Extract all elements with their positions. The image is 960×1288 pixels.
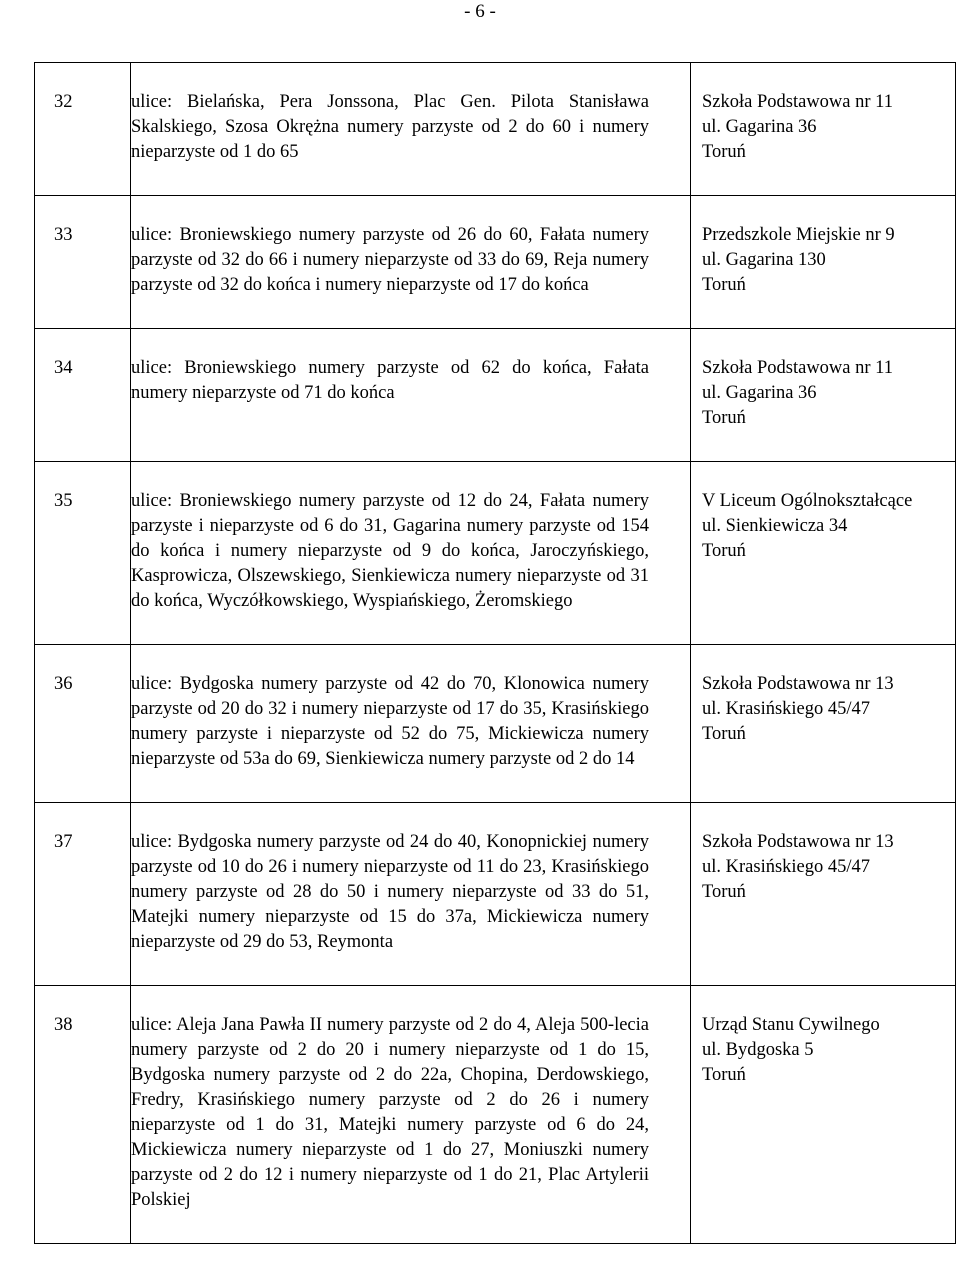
- school-city: Toruń: [702, 1065, 746, 1085]
- school-city: Toruń: [702, 882, 746, 902]
- streets-text: ulice: Broniewskiego numery parzyste od 26 do 60, Fałata numery parzyste od 32 do 66 i numery nieparzyste od 33 do 69, Reja numery parzyste od 32 do końca i numery nieparzyste od 17 do końca: [131, 225, 649, 295]
- school-cell: [691, 803, 956, 986]
- school-city: Toruń: [702, 142, 746, 162]
- school-address: ul. Krasińskiego 45/47: [702, 857, 871, 877]
- school-name: Szkoła Podstawowa nr 11: [702, 92, 893, 112]
- streets-cell: [131, 462, 691, 645]
- school-address: ul. Gagarina 36: [702, 117, 817, 137]
- table-row: [35, 645, 956, 803]
- table-row: [35, 63, 956, 196]
- streets-cell: [131, 63, 691, 196]
- district-number: 36: [35, 645, 131, 803]
- districts-table: [34, 62, 956, 1244]
- school-cell: [691, 196, 956, 329]
- streets-cell: [131, 645, 691, 803]
- streets-text: ulice: Broniewskiego numery parzyste od 62 do końca, Fałata numery nieparzyste od 71 do końca: [131, 358, 649, 403]
- streets-cell: [131, 803, 691, 986]
- table-row: [35, 329, 956, 462]
- streets-text: ulice: Bydgoska numery parzyste od 42 do 70, Klonowica numery parzyste od 20 do 32 i numery nieparzyste od 17 do 35, Krasińskiego numery parzyste i nieparzyste od 52 do 75, Mickiewicza numery nieparzyste od 53a do 69, Sienkiewicza numery parzyste od 2 do 14: [131, 674, 649, 769]
- school-address: ul. Bydgoska 5: [702, 1040, 814, 1060]
- school-name: Szkoła Podstawowa nr 13: [702, 674, 894, 694]
- district-number: 38: [35, 986, 131, 1244]
- table-row: [35, 803, 956, 986]
- table-row: [35, 986, 956, 1244]
- district-number: 35: [35, 462, 131, 645]
- school-address: ul. Sienkiewicza 34: [702, 516, 848, 536]
- streets-text: ulice: Aleja Jana Pawła II numery parzyste od 2 do 4, Aleja 500-lecia numery parzyste od 2 do 20 i numery nieparzyste od 1 do 15, Bydgoska numery parzyste od 2 do 22a, Chopina, Derdowskiego, Fredry, Krasińskiego numery parzyste od 2 do 26 i numery nieparzyste od 1 do 31, Matejki numery parzyste od 6 do 24, Mickiewicza numery nieparzyste od 1 do 27, Moniuszki numery parzyste od 2 do 12 i numery nieparzyste od 1 do 21, Plac Artylerii Polskiej: [131, 1015, 649, 1210]
- school-city: Toruń: [702, 408, 746, 428]
- streets-text: ulice: Bydgoska numery parzyste od 24 do 40, Konopnickiej numery parzyste od 10 do 26 i numery nieparzyste od 11 do 23, Krasińskiego numery parzyste od 28 do 50 i numery nieparzyste od 33 do 51, Matejki numery nieparzyste od 15 do 37a, Mickiewicza numery nieparzyste od 29 do 53, Reymonta: [131, 832, 649, 952]
- school-cell: [691, 645, 956, 803]
- streets-text: ulice: Bielańska, Pera Jonssona, Plac Gen. Pilota Stanisława Skalskiego, Szosa Okrężna numery parzyste od 2 do 60 i numery nieparzyste od 1 do 65: [131, 92, 649, 162]
- streets-cell: [131, 986, 691, 1244]
- school-city: Toruń: [702, 724, 746, 744]
- school-name: Urząd Stanu Cywilnego: [702, 1015, 880, 1035]
- page-number: - 6 -: [464, 1, 496, 22]
- school-cell: [691, 63, 956, 196]
- school-cell: [691, 329, 956, 462]
- school-name: V Liceum Ogólnokształcące: [702, 491, 913, 511]
- school-cell: [691, 986, 956, 1244]
- school-address: ul. Krasińskiego 45/47: [702, 699, 871, 719]
- school-name: Szkoła Podstawowa nr 13: [702, 832, 894, 852]
- table-row: [35, 462, 956, 645]
- school-name: Przedszkole Miejskie nr 9: [702, 225, 895, 245]
- district-number: 34: [35, 329, 131, 462]
- school-name: Szkoła Podstawowa nr 11: [702, 358, 893, 378]
- district-number: 32: [35, 63, 131, 196]
- table-row: [35, 196, 956, 329]
- school-city: Toruń: [702, 541, 746, 561]
- streets-cell: [131, 196, 691, 329]
- school-cell: [691, 462, 956, 645]
- school-address: ul. Gagarina 130: [702, 250, 826, 270]
- school-address: ul. Gagarina 36: [702, 383, 817, 403]
- streets-cell: [131, 329, 691, 462]
- district-number: 33: [35, 196, 131, 329]
- streets-text: ulice: Broniewskiego numery parzyste od 12 do 24, Fałata numery parzyste i nieparzyste od 6 do 31, Gagarina numery parzyste od 154 do końca i numery nieparzyste od 9 do końca, Jaroczyńskiego, Kasprowicza, Olszewskiego, Sienkiewicza numery nieparzyste od 31 do końca, Wyczółkowskiego, Wyspiańskiego, Żeromskiego: [131, 491, 649, 611]
- district-number: 37: [35, 803, 131, 986]
- school-city: Toruń: [702, 275, 746, 295]
